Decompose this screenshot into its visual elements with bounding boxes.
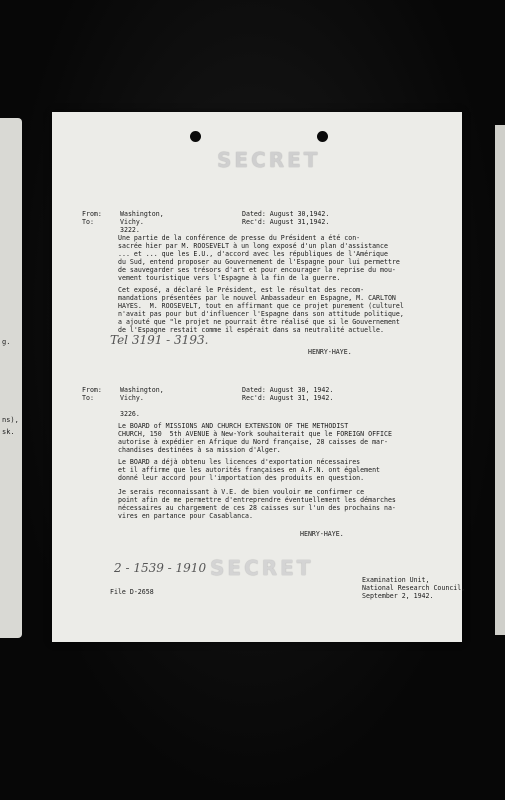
msg2-from-label: From: xyxy=(82,386,102,394)
msg1-dated: Dated: August 30,1942. xyxy=(242,210,330,218)
msg1-signature: HENRY-HAYE. xyxy=(308,348,352,356)
edge-text: sk. xyxy=(2,428,15,436)
punch-hole xyxy=(190,131,201,142)
msg2-to-label: To: xyxy=(82,394,94,402)
msg1-to-label: To: xyxy=(82,218,94,226)
msg1-from-label: From: xyxy=(82,210,102,218)
msg2-from: Washington, xyxy=(120,386,164,394)
msg2-paragraph-1: Le BOARD of MISSIONS AND CHURCH EXTENSION OF THE METHODIST CHURCH, 150 5th AVENUE à New-York souhaiterait que le FOREIGN OFFICE autorise à expédier en Afrique du Nord française, 28 caisses de mar- chandises destinées à sa mission d'Alger. xyxy=(118,422,392,454)
msg1-number: 3222. xyxy=(120,226,140,234)
handwritten-note-2: 2 - 1539 - 1910 xyxy=(114,561,207,575)
msg2-recd: Rec'd: August 31, 1942. xyxy=(242,394,334,402)
msg2-to: Vichy. xyxy=(120,394,144,402)
msg2-paragraph-3: Je serais reconnaissant à V.E. de bien vouloir me confirmer ce point afin de me permettre d'entreprendre éventuellement les démarches nécessaires au chargement de ces 28 caisses sur l'un des prochains na- vires en partance pour Casablanca. xyxy=(118,488,396,520)
punch-hole xyxy=(317,131,328,142)
edge-text: g. xyxy=(2,338,11,346)
adjacent-page-right xyxy=(495,125,505,635)
file-number: File D-2658 xyxy=(110,588,154,596)
secret-stamp-bottom: SECRET xyxy=(210,556,314,580)
examination-unit-block: Examination Unit, National Research Council, September 2, 1942. xyxy=(362,576,466,600)
msg1-to: Vichy. xyxy=(120,218,144,226)
msg2-dated: Dated: August 30, 1942. xyxy=(242,386,334,394)
msg2-number: 3226. xyxy=(120,410,140,418)
msg2-signature: HENRY-HAYE. xyxy=(300,530,344,538)
msg1-paragraph-2: Cet exposé, a déclaré le Président, est le résultat des recom- mandations présentées par le nouvel Ambassadeur en Espagne, M. CARLTON HAYES. M. ROOSEVELT, tout en affirmant que ce projet purement (culturel n'avait pas pour but d'influencer l'Espagne dans son attitude politique, a ajouté que "le projet ne pourrait être réalisé que si le Gouvernement de l'Espagne restait comme il espérait dans sa neutralité actuelle. xyxy=(118,286,404,334)
edge-text: ns), xyxy=(2,416,19,424)
adjacent-page-left xyxy=(0,118,22,638)
handwritten-note-1: Tel 3191 - 3193. xyxy=(110,333,209,347)
secret-stamp-top: SECRET xyxy=(217,148,321,172)
msg1-paragraph-1: Une partie de la conférence de presse du Président a été con- sacrée hier par M. ROOSEVELT à un long exposé d'un plan d'assistance ... et ... que les E.U., d'accord avec les républiques de l'Amérique du Sud, entend proposer au Gouvernement de l'Espagne pour lui permettre de sauvegarder ses trésors d'art et pour encourager la reprise du mou- vement touristique vers l'Espagne à la fin de la guerre. xyxy=(118,234,400,282)
msg1-recd: Rec'd: August 31,1942. xyxy=(242,218,330,226)
msg2-paragraph-2: Le BOARD a déjà obtenu les licences d'exportation nécessaires et il affirme que les autorités françaises en A.F.N. ont également donné leur accord pour l'importation des produits en question. xyxy=(118,458,381,482)
document-page xyxy=(52,112,466,642)
msg1-from: Washington, xyxy=(120,210,164,218)
